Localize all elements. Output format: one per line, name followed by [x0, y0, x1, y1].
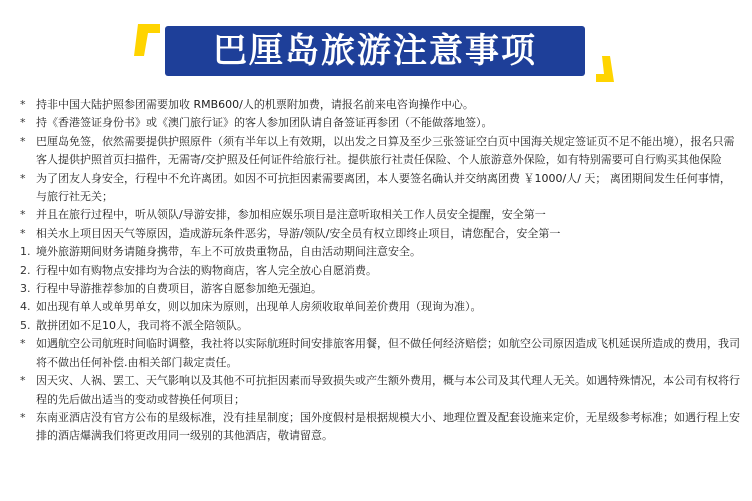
note-text: 行程中如有购物点安排均为合法的购物商店，客人完全放心自愿消费。: [36, 263, 377, 277]
note-text: 散拼团如不足10人，我司将不派全陪领队。: [36, 318, 248, 332]
page-title: 巴厘岛旅游注意事项: [213, 31, 537, 71]
notes-list: [20, 96, 740, 446]
note-text: 持非中国大陆护照参团需要加收 RMB600/人的机票附加费，请报名前来电咨询操作中心。: [36, 98, 474, 111]
note-marker: 3.: [20, 282, 31, 296]
note-marker: *: [20, 116, 26, 130]
note-text: 相关水上项目因天气等原因，造成游玩条件恶劣，导游/领队/安全员有权立即终止项目，请您配合，安全第一: [36, 226, 561, 240]
note-item: [20, 170, 740, 207]
note-item: [20, 298, 740, 316]
note-item: [20, 206, 740, 224]
note-marker: *: [20, 98, 26, 111]
note-marker: *: [20, 410, 26, 424]
note-marker: *: [20, 208, 26, 222]
note-marker: 2.: [20, 263, 31, 277]
note-text: 如出现有单人或单男单女，则以加床为原则，出现单人房须收取单间差价费用（现询为准）。: [36, 300, 482, 314]
note-text: 巴厘岛免签，依然需要提供护照原件（须有半年以上有效期，以出发之日算及至少三张签证空白页中国海关规定签证页不足不能出境），报名只需客人提供护照首页扫描件，无需寄/交护照及任何证件给旅行社。提供旅行社责任保险、个人旅游意外保险，如有特别需要可自行购买其他保险: [36, 134, 735, 167]
note-text: 行程中导游推荐参加的自费项目，游客自愿参加绝无强迫。: [36, 282, 322, 296]
note-text: 境外旅游期间财务请随身携带，车上不可放贵重物品，自由活动期间注意安全。: [36, 245, 421, 259]
note-item: [20, 317, 740, 335]
right-accent-shape: [596, 56, 614, 82]
note-marker: 1.: [20, 245, 31, 259]
note-marker: 4.: [20, 300, 31, 314]
note-text: 并且在旅行过程中，听从领队/导游安排，参加相应娱乐项目是注意听取相关工作人员安全提醒，安全第一: [36, 208, 546, 222]
note-marker: 5.: [20, 318, 31, 332]
note-item: [20, 243, 740, 261]
note-marker: *: [20, 171, 26, 185]
note-item: [20, 335, 740, 372]
note-text: 东南亚酒店没有官方公布的星级标准，没有挂星制度；国外度假村是根据规模大小、地理位置及配套设施来定价，无星级参考标准；如遇行程上安排的酒店爆满我们将更改用同一级别的其他酒店，敬请留意。: [36, 410, 740, 443]
note-item: [20, 280, 740, 298]
note-item: [20, 225, 740, 243]
note-text: 持《香港签证身份书》或《澳门旅行证》的客人参加团队请自备签证再参团（不能做落地签）。: [36, 116, 493, 130]
note-item: [20, 96, 740, 114]
note-item: [20, 409, 740, 446]
left-accent-shape: [134, 24, 160, 56]
note-marker: *: [20, 337, 26, 351]
header: [0, 0, 752, 86]
note-item: [20, 262, 740, 280]
note-marker: *: [20, 134, 26, 148]
note-item: [20, 133, 740, 170]
note-item: [20, 372, 740, 409]
note-marker: *: [20, 374, 26, 388]
note-text: 为了团友人身安全，行程中不允许离团。如因不可抗拒因素需要离团，本人要签名确认并交纳离团费 ￥1000/人/ 天； 离团期间发生任何事情，与旅行社无关；: [36, 171, 731, 204]
note-item: [20, 114, 740, 132]
note-marker: *: [20, 226, 26, 240]
note-text: 如遇航空公司航班时间临时调整，我社将以实际航班时间安排旅客用餐，但不做任何经济赔偿；如航空公司原因造成飞机延误所造成的费用，我司将不做出任何补偿.由相关部门裁定责任。: [36, 337, 740, 369]
note-text: 因天灾、人祸、罢工、天气影响以及其他不可抗拒因素而导致损失或产生额外费用，概与本公司及其代理人无关。如遇特殊情况，本公司有权将行程的先后做出适当的变动或替换任何项目；: [36, 374, 740, 406]
